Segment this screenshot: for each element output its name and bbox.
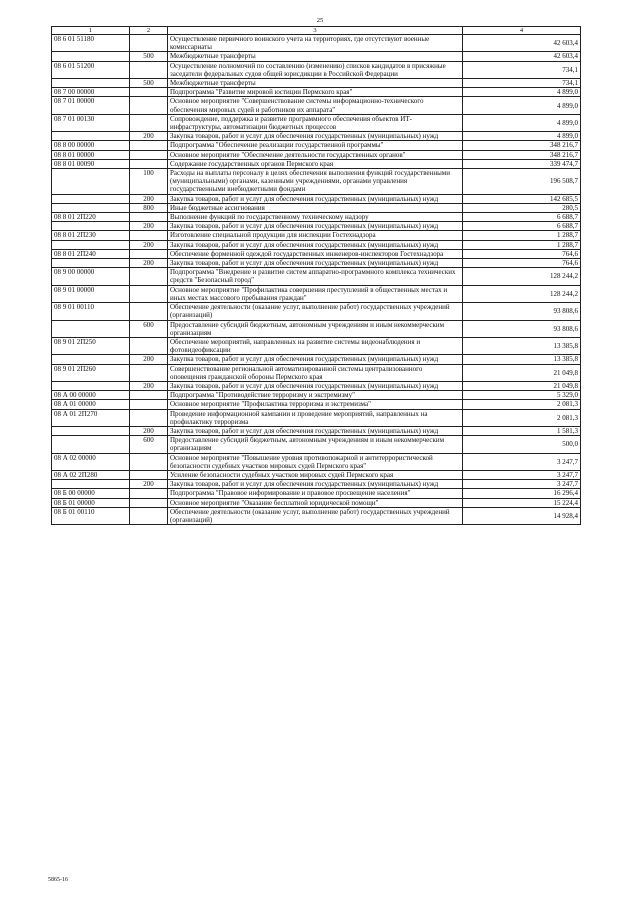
expense-type-cell: 600: [130, 436, 168, 453]
description-cell: Предоставление субсидий бюджетным, автономным учреждениям и иным некоммерческим организациям: [168, 320, 463, 337]
budget-code-cell: [52, 320, 130, 337]
description-cell: Закупка товаров, работ и услуг для обеспечения государственных (муниципальных) нужд: [168, 355, 463, 364]
amount-cell: 339 474,7: [463, 159, 581, 168]
budget-table: [51, 26, 581, 525]
expense-type-cell: [130, 337, 168, 354]
description-cell: Подпрограмма "Правовое информирование и правовое просвещение населения": [168, 489, 463, 498]
amount-cell: 3 247,7: [463, 453, 581, 470]
page-number: 25: [316, 17, 324, 24]
expense-type-cell: 500: [130, 79, 168, 88]
table-row: [52, 259, 581, 268]
budget-code-cell: [52, 169, 130, 195]
amount-cell: 14 928,4: [463, 507, 581, 524]
table-row: [52, 453, 581, 470]
description-cell: Обеспечение деятельности (оказание услуг, выполнение работ) государственных учреждений (организаций): [168, 303, 463, 320]
budget-code-cell: 08 8 01 00000: [52, 150, 130, 159]
amount-cell: 500,0: [463, 436, 581, 453]
budget-code-cell: [52, 222, 130, 231]
expense-type-cell: 200: [130, 240, 168, 249]
description-cell: Межбюджетные трансферты: [168, 79, 463, 88]
budget-code-cell: 08 7 00 00000: [52, 88, 130, 97]
table-row: [52, 231, 581, 240]
amount-cell: 13 385,8: [463, 337, 581, 354]
description-cell: Закупка товаров, работ и услуг для обеспечения государственных (муниципальных) нужд: [168, 426, 463, 435]
expense-type-cell: [130, 400, 168, 409]
table-row: [52, 400, 581, 409]
expense-type-cell: [130, 88, 168, 97]
budget-code-cell: 08 8 00 00000: [52, 141, 130, 150]
amount-cell: 128 244,2: [463, 285, 581, 302]
header-cell-1: 1: [52, 27, 130, 35]
description-cell: Основное мероприятие "Оказание бесплатной юридической помощи": [168, 498, 463, 507]
budget-code-cell: 08 А 01 00000: [52, 400, 130, 409]
description-cell: Закупка товаров, работ и услуг для обеспечения государственных (муниципальных) нужд: [168, 480, 463, 489]
amount-cell: 3 247,7: [463, 470, 581, 479]
description-cell: Усиление безопасности судебных участков мировых судей Пермского края: [168, 470, 463, 479]
budget-code-cell: [52, 52, 130, 61]
amount-cell: 1 581,3: [463, 426, 581, 435]
amount-cell: 13 385,8: [463, 355, 581, 364]
expense-type-cell: [130, 409, 168, 426]
table-row: [52, 79, 581, 88]
amount-cell: 142 685,5: [463, 194, 581, 203]
table-row: [52, 132, 581, 141]
description-cell: Обеспечение деятельности (оказание услуг, выполнение работ) государственных учреждений (организаций): [168, 507, 463, 524]
table-header-row: [52, 27, 581, 35]
expense-type-cell: [130, 231, 168, 240]
table-row: [52, 489, 581, 498]
amount-cell: 1 288,7: [463, 240, 581, 249]
table-row: [52, 498, 581, 507]
budget-code-cell: 08 9 01 00110: [52, 303, 130, 320]
budget-code-cell: 08 9 01 2П260: [52, 364, 130, 381]
description-cell: Закупка товаров, работ и услуг для обеспечения государственных (муниципальных) нужд: [168, 194, 463, 203]
table-row: [52, 150, 581, 159]
amount-cell: 15 224,4: [463, 498, 581, 507]
table-row: [52, 436, 581, 453]
description-cell: Обеспечение форменной одеждой государственных инженеров-инспекторов Гостехнадзора: [168, 249, 463, 258]
budget-code-cell: 08 8 01 00090: [52, 159, 130, 168]
table-row: [52, 285, 581, 302]
amount-cell: 3 247,7: [463, 480, 581, 489]
budget-code-cell: 08 Б 01 00000: [52, 498, 130, 507]
budget-code-cell: [52, 381, 130, 390]
budget-code-cell: [52, 79, 130, 88]
header-cell-2: 2: [130, 27, 168, 35]
amount-cell: 42 603,4: [463, 52, 581, 61]
budget-code-cell: 08 9 01 00000: [52, 285, 130, 302]
description-cell: Подпрограмма "Развитие мировой юстиции Пермского края": [168, 88, 463, 97]
amount-cell: 2 081,3: [463, 400, 581, 409]
expense-type-cell: 200: [130, 355, 168, 364]
budget-code-cell: 08 Б 01 00110: [52, 507, 130, 524]
amount-cell: 196 508,7: [463, 169, 581, 195]
budget-code-cell: [52, 259, 130, 268]
expense-type-cell: 200: [130, 222, 168, 231]
table-row: [52, 320, 581, 337]
amount-cell: 4 899,0: [463, 88, 581, 97]
expense-type-cell: 200: [130, 132, 168, 141]
table-row: [52, 303, 581, 320]
description-cell: Расходы на выплаты персоналу в целях обеспечения выполнения функций государственными (муниципальными) органами, казенными учреждениями, органами управления государственными внебюджетными фондами: [168, 169, 463, 195]
expense-type-cell: [130, 303, 168, 320]
description-cell: Межбюджетные трансферты: [168, 52, 463, 61]
expense-type-cell: [130, 97, 168, 114]
table-row: [52, 391, 581, 400]
budget-code-cell: 08 А 02 2П280: [52, 470, 130, 479]
budget-code-cell: [52, 436, 130, 453]
budget-code-cell: 08 А 00 00000: [52, 391, 130, 400]
expense-type-cell: [130, 61, 168, 78]
budget-code-cell: 08 8 01 2П240: [52, 249, 130, 258]
expense-type-cell: [130, 159, 168, 168]
description-cell: Подпрограмма "Обеспечение реализации государственной программы": [168, 141, 463, 150]
amount-cell: 93 808,6: [463, 320, 581, 337]
expense-type-cell: 200: [130, 480, 168, 489]
budget-code-cell: [52, 240, 130, 249]
header-cell-4: 4: [463, 27, 581, 35]
table-row: [52, 364, 581, 381]
expense-type-cell: [130, 364, 168, 381]
amount-cell: 734,1: [463, 79, 581, 88]
description-cell: Закупка товаров, работ и услуг для обеспечения государственных (муниципальных) нужд: [168, 381, 463, 390]
description-cell: Основное мероприятие "Профилактика совершения преступлений в общественных местах и иных местах массового пребывания граждан": [168, 285, 463, 302]
table-row: [52, 141, 581, 150]
amount-cell: 21 049,8: [463, 381, 581, 390]
expense-type-cell: [130, 470, 168, 479]
budget-code-cell: [52, 426, 130, 435]
table-row: [52, 213, 581, 222]
description-cell: Сопровождение, поддержка и развитие программного обеспечения объектов ИТ-инфраструктуры, автоматизации бюджетных процессов: [168, 114, 463, 131]
amount-cell: 4 899,0: [463, 97, 581, 114]
expense-type-cell: [130, 489, 168, 498]
description-cell: Подпрограмма "Внедрение и развитие систем аппаратно-программного комплекса технических средств "Безопасный город": [168, 268, 463, 285]
amount-cell: 2 081,3: [463, 409, 581, 426]
budget-code-cell: [52, 194, 130, 203]
budget-code-cell: [52, 203, 130, 212]
table-row: [52, 355, 581, 364]
table-row: [52, 159, 581, 168]
table-row: [52, 52, 581, 61]
expense-type-cell: [130, 285, 168, 302]
table-row: [52, 194, 581, 203]
table-row: [52, 381, 581, 390]
description-cell: Совершенствование региональной автоматизированной системы централизованного оповещения гражданской обороны Пермского края: [168, 364, 463, 381]
description-cell: Основное мероприятие "Обеспечение деятельности государственных органов": [168, 150, 463, 159]
table-row: [52, 240, 581, 249]
table-row: [52, 470, 581, 479]
description-cell: Проведение информационной кампании и проведение мероприятий, направленных на профилактику терроризма: [168, 409, 463, 426]
expense-type-cell: [130, 114, 168, 131]
amount-cell: 764,6: [463, 249, 581, 258]
description-cell: Закупка товаров, работ и услуг для обеспечения государственных (муниципальных) нужд: [168, 222, 463, 231]
description-cell: Основное мероприятие "Профилактика терроризма и экстремизма": [168, 400, 463, 409]
table-row: [52, 337, 581, 354]
expense-type-cell: 200: [130, 194, 168, 203]
expense-type-cell: [130, 507, 168, 524]
budget-code-cell: 08 Б 00 00000: [52, 489, 130, 498]
table-row: [52, 88, 581, 97]
table-row: [52, 169, 581, 195]
expense-type-cell: 500: [130, 52, 168, 61]
expense-type-cell: [130, 213, 168, 222]
budget-code-cell: 08 7 01 00000: [52, 97, 130, 114]
budget-code-cell: 08 6 01 51200: [52, 61, 130, 78]
expense-type-cell: 200: [130, 259, 168, 268]
amount-cell: 21 049,8: [463, 364, 581, 381]
budget-code-cell: [52, 132, 130, 141]
budget-code-cell: 08 А 01 2П270: [52, 409, 130, 426]
budget-code-cell: [52, 355, 130, 364]
budget-code-cell: 08 7 01 00130: [52, 114, 130, 131]
table-row: [52, 507, 581, 524]
table-row: [52, 222, 581, 231]
amount-cell: 348 216,7: [463, 141, 581, 150]
expense-type-cell: [130, 141, 168, 150]
table-row: [52, 249, 581, 258]
table-row: [52, 426, 581, 435]
table-row: [52, 409, 581, 426]
amount-cell: 5 329,0: [463, 391, 581, 400]
table-row: [52, 35, 581, 52]
amount-cell: 348 216,7: [463, 150, 581, 159]
document-code: 5865-16: [48, 877, 68, 883]
description-cell: Основное мероприятие "Повышение уровня противопожарной и антитеррористической безопасности судебных участков мировых судей Пермского края": [168, 453, 463, 470]
expense-type-cell: 200: [130, 381, 168, 390]
description-cell: Закупка товаров, работ и услуг для обеспечения государственных (муниципальных) нужд: [168, 240, 463, 249]
amount-cell: 280,5: [463, 203, 581, 212]
budget-code-cell: 08 8 01 2П220: [52, 213, 130, 222]
budget-code-cell: 08 6 01 51180: [52, 35, 130, 52]
amount-cell: 734,1: [463, 61, 581, 78]
description-cell: Изготовление специальной продукции для инспекции Гостехнадзора: [168, 231, 463, 240]
amount-cell: 4 899,0: [463, 132, 581, 141]
budget-code-cell: 08 8 01 2П230: [52, 231, 130, 240]
header-cell-3: 3: [168, 27, 463, 35]
description-cell: Выполнение функций по государственному техническому надзору: [168, 213, 463, 222]
description-cell: Осуществление полномочий по составлению (изменению) списков кандидатов в присяжные заседатели федеральных судов общей юрисдикции в Российской Федерации: [168, 61, 463, 78]
table-row: [52, 268, 581, 285]
description-cell: Содержание государственных органов Пермского края: [168, 159, 463, 168]
expense-type-cell: 200: [130, 426, 168, 435]
amount-cell: 4 899,0: [463, 114, 581, 131]
description-cell: Предоставление субсидий бюджетным, автономным учреждениям и иным некоммерческим организациям: [168, 436, 463, 453]
amount-cell: 6 688,7: [463, 222, 581, 231]
expense-type-cell: [130, 35, 168, 52]
expense-type-cell: [130, 268, 168, 285]
description-cell: Основное мероприятие "Совершенствование системы информационно-технического обеспечения мировых судей и работников их аппарата": [168, 97, 463, 114]
amount-cell: 128 244,2: [463, 268, 581, 285]
table-row: [52, 480, 581, 489]
description-cell: Подпрограмма "Противодействие терроризму и экстремизму": [168, 391, 463, 400]
amount-cell: 6 688,7: [463, 213, 581, 222]
description-cell: Осуществление первичного воинского учета на территориях, где отсутствуют военные комиссариаты: [168, 35, 463, 52]
expense-type-cell: 600: [130, 320, 168, 337]
table-row: [52, 97, 581, 114]
expense-type-cell: 800: [130, 203, 168, 212]
budget-code-cell: 08 9 00 00000: [52, 268, 130, 285]
amount-cell: 16 296,4: [463, 489, 581, 498]
table-row: [52, 114, 581, 131]
budget-code-cell: [52, 480, 130, 489]
expense-type-cell: 100: [130, 169, 168, 195]
amount-cell: 764,6: [463, 259, 581, 268]
description-cell: Закупка товаров, работ и услуг для обеспечения государственных (муниципальных) нужд: [168, 132, 463, 141]
amount-cell: 42 603,4: [463, 35, 581, 52]
table-row: [52, 203, 581, 212]
table-row: [52, 61, 581, 78]
description-cell: Закупка товаров, работ и услуг для обеспечения государственных (муниципальных) нужд: [168, 259, 463, 268]
description-cell: Иные бюджетные ассигнования: [168, 203, 463, 212]
amount-cell: 1 288,7: [463, 231, 581, 240]
expense-type-cell: [130, 249, 168, 258]
expense-type-cell: [130, 453, 168, 470]
amount-cell: 93 808,6: [463, 303, 581, 320]
expense-type-cell: [130, 150, 168, 159]
description-cell: Обеспечение мероприятий, направленных на развитие системы видеонаблюдения и фотовидеофиксации: [168, 337, 463, 354]
expense-type-cell: [130, 498, 168, 507]
budget-code-cell: 08 А 02 00000: [52, 453, 130, 470]
expense-type-cell: [130, 391, 168, 400]
budget-code-cell: 08 9 01 2П250: [52, 337, 130, 354]
